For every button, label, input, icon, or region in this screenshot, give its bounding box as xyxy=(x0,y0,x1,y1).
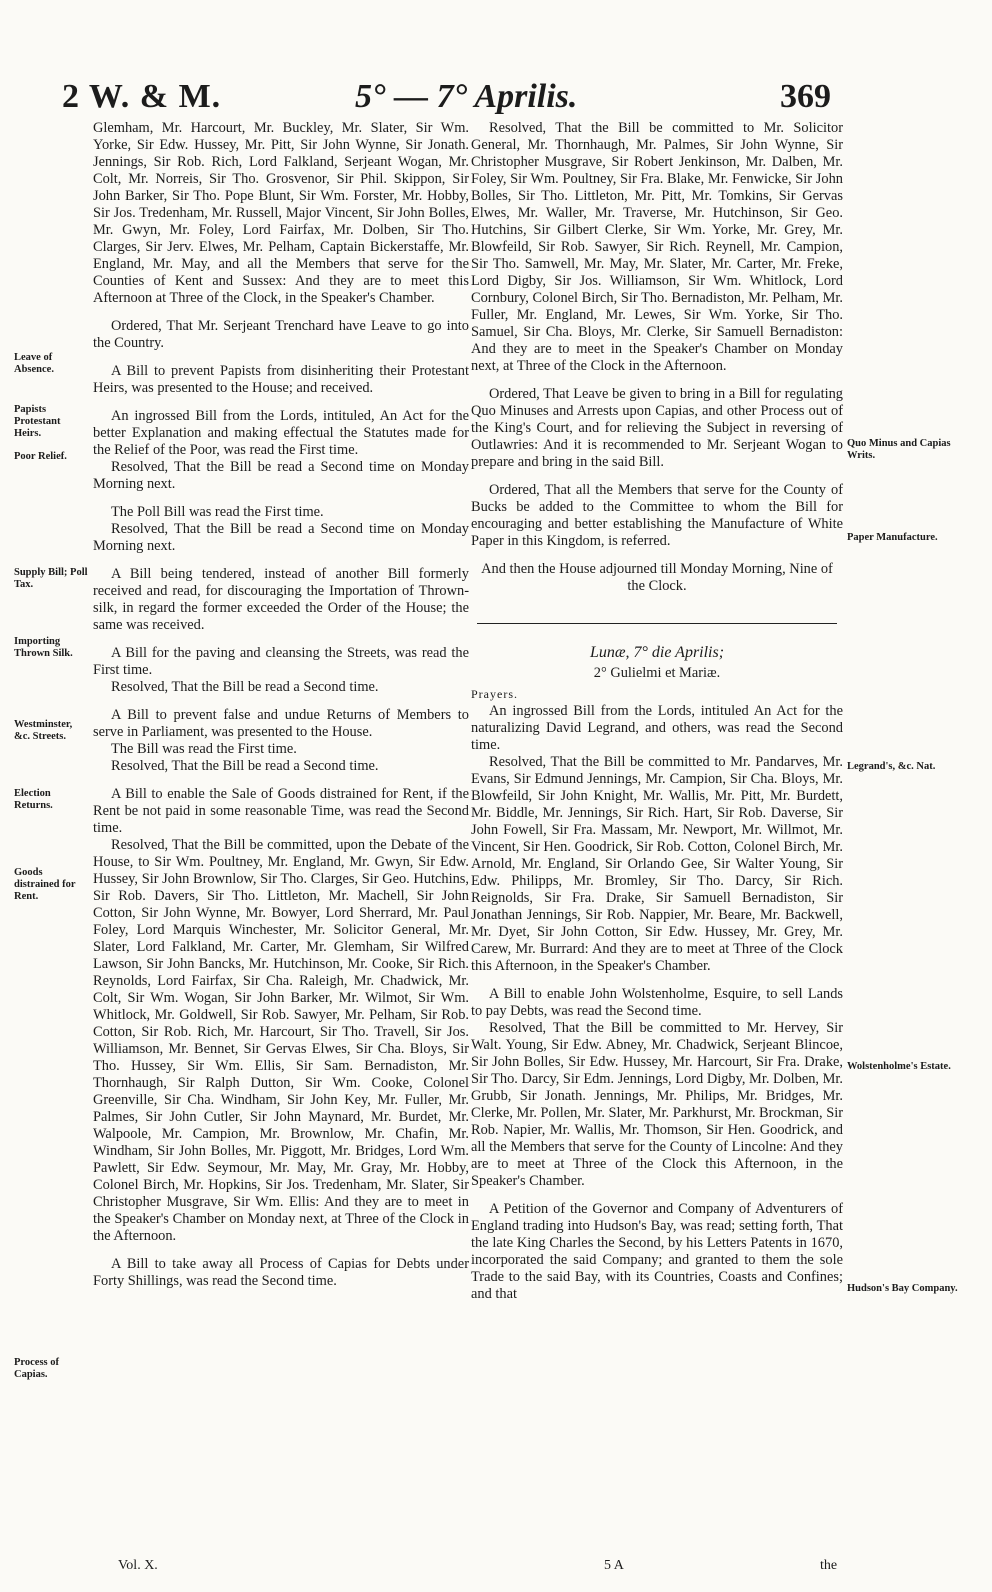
margin-note: Supply Bill; Poll Tax. xyxy=(14,567,88,590)
entry: An ingrossed Bill from the Lords, intituled, An Act for the better Explanation and making effectual the Statutes made for the Relief of the Poor, was read the First time. Resolved, That the Bill be read a Second time on Monday Morning next. xyxy=(93,408,469,492)
margin-note: Importing Thrown Silk. xyxy=(14,636,73,659)
entry: A Petition of the Governor and Company of Adventurers of England trading into Hudson's Bay, was read; setting forth, That the late King Charles the Second, by his Letters Patents in 1670, incorporated the said Company; and granted to them the sole Trade to the said Bay, with its Countries, Coasts and Confines; and that xyxy=(471,1201,843,1302)
volume-label: Vol. X. xyxy=(118,1558,158,1573)
margin-note: Election Returns. xyxy=(14,788,53,811)
regnal-year: 2 W. & M. xyxy=(62,78,222,115)
entry: A Bill to take away all Process of Capias for Debts under Forty Shillings, was read the Second time. xyxy=(93,1256,469,1289)
catchword: the xyxy=(820,1558,838,1573)
margin-note: Legrand's, &c. Nat. xyxy=(847,761,936,772)
date-range: 5° — 7° Aprilis. xyxy=(355,78,578,115)
margin-note: Quo Minus and Capias Writs. xyxy=(847,438,951,461)
margin-note: Process of Capias. xyxy=(14,1357,59,1380)
entry: Resolved, That the Bill be committed to Mr. Solicitor General, Mr. Thornhaugh, Mr. Palmes, Sir John Wynne, Sir Christopher Musgrave, Sir Robert Jenkinson, Mr. Dalben, Mr. Foley, Sir Wm. Poultney, Sir Fra. Blake, Mr. Fenwicke, Sir John Bolles, Sir Tho. Littleton, Mr. Pitt, Mr. Tomkins, Sir Gervas Elwes, Mr. Waller, Mr. Traverse, Mr. Hutchinson, Sir Geo. Hutchins, Sir Gilbert Clerke, Sir Wm. Yorke, Mr. Grey, Mr. Blowfeild, Sir Rob. Sawyer, Sir Rich. Reynell, Mr. Campion, Sir Tho. Samwell, Mr. May, Mr. Slater, Mr. Carter, Mr. Freke, Lord Digby, Sir Jos. Williamson, Sir Wm. Whitlock, Lord Cornbury, Colonel Birch, Sir Tho. Bernadiston, Mr. Pelham, Mr. Fuller, Mr. England, Mr. Lewes, Sir Wm. Yorke, Sir Tho. Samuel, Sir Cha. Bloys, Mr. Clerke, Sir Samuell Bernadiston: And they are to meet in the Speaker's Chamber on Monday next, at Three of the Clock in the Afternoon. xyxy=(471,120,843,374)
margin-note: Leave of Absence. xyxy=(14,352,54,375)
margin-note: Paper Manufacture. xyxy=(847,532,938,543)
right-column xyxy=(471,120,843,1314)
entry: A Bill to prevent Papists from disinheriting their Protestant Heirs, was presented to the House; and received. xyxy=(93,363,469,396)
entry: Ordered, That Mr. Serjeant Trenchard have Leave to go into the Country. xyxy=(93,318,469,351)
entry: A Bill for the paving and cleansing the Streets, was read the First time. Resolved, That the Bill be read a Second time. xyxy=(93,645,469,695)
signature-mark: 5 A xyxy=(604,1558,624,1573)
entry: A Bill being tendered, instead of another Bill formerly received and read, for discouraging the Importation of Thrown-silk, in regard the former exceeded the Order of the House; the same was received. xyxy=(93,566,469,633)
day-heading: Lunæ, 7° die Aprilis; 2° Gulielmi et Mariæ. Prayers. xyxy=(471,644,843,703)
margin-note: Hudson's Bay Company. xyxy=(847,1283,958,1294)
page-header xyxy=(0,78,992,118)
margin-note: Wolstenholme's Estate. xyxy=(847,1061,951,1072)
adjournment: And then the House adjourned till Monday Morning, Nine of the Clock. xyxy=(481,561,833,594)
entry: Ordered, That all the Members that serve for the County of Bucks be added to the Committee to whom the Bill for encouraging and better establishing the Manufacture of White Paper in this Kingdom, is referred. xyxy=(471,482,843,549)
entry: Ordered, That Leave be given to bring in a Bill for regulating Quo Minuses and Arrests upon Capias, and other Process out of the King's Court, and for relieving the Subject in reversing of Outlawries: And it is recommended to Mr. Serjeant Wogan to prepare and bring in the said Bill. xyxy=(471,386,843,470)
entry: A Bill to enable John Wolstenholme, Esquire, to sell Lands to pay Debts, was read the Second time. Resolved, That the Bill be committed to Mr. Hervey, Sir Walt. Young, Sir Edw. Abney, Mr. Chadwick, Serjeant Blincoe, Sir John Bolles, Sir Edw. Hussey, Mr. Harcourt, Sir Fra. Drake, Sir Tho. Darcy, Sir Edm. Jennings, Lord Digby, Mr. Dolben, Mr. Grubb, Sir Jonath. Jennings, Mr. Philips, Mr. Bridges, Mr. Clerke, Mr. Pollen, Mr. Slater, Mr. Parkhurst, Mr. Brockman, Sir Rob. Napier, Mr. Wallis, Mr. Thomson, Sir Hen. Goodrick, and all the Members that serve for the County of Lincolne: And they are to meet at Three of the Clock this Afternoon, in the Speaker's Chamber. xyxy=(471,986,843,1189)
margin-note: Goods distrained for Rent. xyxy=(14,867,76,902)
margin-note: Westminster, &c. Streets. xyxy=(14,719,73,742)
entry: An ingrossed Bill from the Lords, intituled An Act for the naturalizing David Legrand, and others, was read the Second time. Resolved, That the Bill be committed to Mr. Pandarves, Mr. Evans, Sir Edmund Jennings, Mr. Campion, Sir Cha. Bloys, Mr. Blowfeild, Sir John Knight, Mr. Wallis, Mr. Pitt, Mr. Burdett, Mr. Biddle, Mr. Jennings, Sir Rich. Hart, Sir Rob. Daverse, Sir John Fowell, Sir Fra. Massam, Mr. Newport, Mr. Willmot, Mr. Vincent, Sir Hen. Goodrick, Sir Rob. Cotton, Colonel Birch, Mr. Arnold, Mr. England, Sir Orlando Gee, Sir Walter Young, Sir Edw. Philipps, Mr. Bromley, Sir Tho. Darcy, Sir Rich. Reignolds, Sir Fra. Drake, Sir Samuell Bernadiston, Sir Jonathan Jennings, Sir Rob. Nappier, Mr. Beare, Mr. Backwell, Mr. Dyet, Sir John Cotton, Sir Edw. Hussey, Mr. Grey, Mr. Carew, Mr. Burrard: And they are to meet at Three of the Clock this Afternoon, in the Speaker's Chamber. xyxy=(471,703,843,974)
entry: A Bill to prevent false and undue Returns of Members to serve in Parliament, was presented to the House. The Bill was read the First time. Resolved, That the Bill be read a Second time. xyxy=(93,707,469,774)
section-divider xyxy=(477,623,837,624)
entry: Glemham, Mr. Harcourt, Mr. Buckley, Mr. Slater, Sir Wm. Yorke, Sir Edw. Hussey, Mr. Pitt, Sir John Wynne, Sir Jonath. Jennings, Sir Rob. Rich, Lord Falkland, Serjeant Wogan, Mr. Colt, Mr. Norreis, Sir Tho. Grosvenor, Sir Phil. Skippon, Sir John Barker, Sir Tho. Pope Blunt, Sir Wm. Forster, Mr. Hobby, Sir Jos. Tredenham, Mr. Russell, Major Vincent, Sir John Bolles, Mr. Gwyn, Mr. Foley, Lord Fairfax, Mr. Dolben, Sir Tho. Clarges, Sir Jerv. Elwes, Mr. Pelham, Captain Bickerstaffe, Mr. England, Mr. May, and all the Members that serve for the Counties of Kent and Sussex: And they are to meet this Afternoon at Three of the Clock, in the Speaker's Chamber. xyxy=(93,120,469,306)
entry: A Bill to enable the Sale of Goods distrained for Rent, if the Rent be not paid in some reasonable Time, was read the Second time. Resolved, That the Bill be committed, upon the Debate of the House, to Sir Wm. Poultney, Mr. England, Mr. Gwyn, Sir Edw. Hussey, Sir John Brownlow, Sir Tho. Clarges, Sir Geo. Hutchins, Sir Rob. Davers, Sir Tho. Littleton, Mr. Machell, Sir John Cotton, Sir John Wynne, Mr. Bowyer, Lord Sherrard, Mr. Paul Foley, Lord Marquis Winchester, Mr. Solicitor General, Mr. Slater, Lord Falkland, Mr. Carter, Mr. Glemham, Sir Wilfred Lawson, Sir John Bancks, Mr. Hutchinson, Mr. Cooke, Sir Rich. Reynolds, Lord Fairfax, Sir Cha. Raleigh, Mr. Chadwick, Mr. Colt, Sir Wm. Wogan, Sir John Barker, Mr. Wilmot, Sir Wm. Whitlock, Mr. Goldwell, Sir Rob. Sawyer, Mr. Pelham, Sir Rob. Cotton, Sir Rob. Rich, Mr. Harcourt, Sir Tho. Travell, Sir Jos. Williamson, Mr. Bennet, Sir Gervas Elwes, Sir Cha. Bloys, Sir Tho. Hussey, Sir Wm. Ellis, Sir Sam. Bernadiston, Mr. Thornhaugh, Sir Ralph Dutton, Sir Wm. Cooke, Colonel Greenville, Sir Cha. Windham, Sir John Key, Mr. Fuller, Mr. Palmes, Sir John Cutler, Sir John Maynard, Mr. Burdet, Mr. Walpoole, Mr. Campion, Mr. Brownlow, Mr. Chafin, Mr. Windham, Sir John Bolles, Mr. Piggott, Mr. Bridges, Lord Wm. Pawlett, Sir Edw. Seymour, Mr. May, Mr. Gray, Mr. Hobby, Colonel Birch, Mr. Hopkins, Sir Jos. Tredenham, Mr. Slater, Sir Christopher Musgrave, Sir Wm. Ellis: And they are to meet in the Speaker's Chamber on Monday next, at Three of the Clock in the Afternoon. xyxy=(93,786,469,1244)
prayers-heading: Prayers. xyxy=(471,687,518,701)
left-column xyxy=(93,120,469,1301)
page-number: 369 xyxy=(780,78,831,115)
margin-note: Poor Relief. xyxy=(14,451,67,462)
margin-note: Papists Protestant Heirs. xyxy=(14,404,61,439)
entry: The Poll Bill was read the First time. Resolved, That the Bill be read a Second time on Monday Morning next. xyxy=(93,504,469,554)
